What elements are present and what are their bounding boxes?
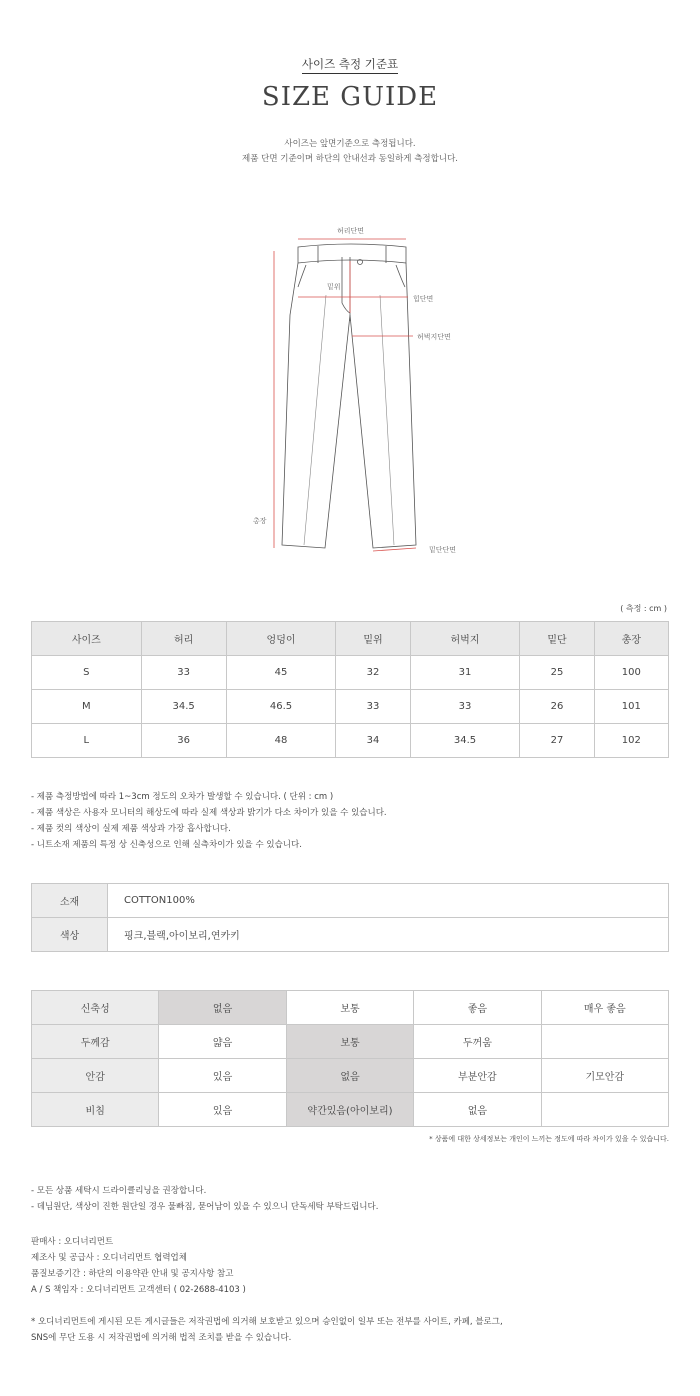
note-line: - 니트소재 제품의 특정 상 신축성으로 인해 실측차이가 있을 수 있습니다.	[31, 840, 302, 850]
copyright-line: SNS에 무단 도용 시 저작권법에 의거해 법적 조치를 받을 수 있습니다.	[31, 1333, 292, 1343]
intro-line-1: 사이즈는 앞면기준으로 측정됩니다.	[284, 139, 416, 149]
label-length: 총장	[253, 517, 267, 525]
feel-cell: 보통	[286, 991, 413, 1025]
table-row	[32, 656, 669, 690]
feel-label-stretch: 신축성	[32, 991, 159, 1025]
color-value: 핑크,블랙,아이보리,연카키	[108, 918, 669, 952]
feel-cell: 얇음	[159, 1025, 286, 1059]
pants-outline-shape	[282, 263, 416, 548]
table-row	[32, 690, 669, 724]
label-thigh: 허벅지단면	[417, 333, 451, 341]
feel-cell: 없음	[286, 1059, 413, 1093]
feel-cell: 부분안감	[414, 1059, 541, 1093]
col-hem: 밑단	[520, 622, 594, 656]
table-cell: 33	[410, 690, 520, 724]
table-row	[32, 1093, 669, 1127]
table-cell: 101	[594, 690, 668, 724]
feel-cell: 두꺼움	[414, 1025, 541, 1059]
feel-cell: 없음	[159, 991, 286, 1025]
fly-curve-shape	[342, 257, 350, 313]
table-cell: 25	[520, 656, 594, 690]
waistband-shape	[298, 244, 406, 263]
feel-cell: 기모안감	[541, 1059, 668, 1093]
table-cell: 45	[226, 656, 336, 690]
table-cell: 33	[141, 656, 226, 690]
table-cell: S	[32, 656, 142, 690]
col-size: 사이즈	[32, 622, 142, 656]
feel-cell	[541, 1093, 668, 1127]
feel-table	[31, 990, 669, 1127]
material-value: COTTON100%	[108, 884, 669, 918]
table-cell: 31	[410, 656, 520, 690]
seller-line: 제조사 및 공급사 : 오디너리먼트 협력업체	[31, 1253, 187, 1263]
table-cell: 34.5	[141, 690, 226, 724]
care-line: - 데님원단, 색상이 진한 원단일 경우 물빠짐, 묻어남이 있을 수 있으니 단독세탁 부탁드립니다.	[31, 1202, 379, 1212]
table-cell: 33	[336, 690, 410, 724]
page-title-kr: 사이즈 측정 기준표	[0, 56, 700, 72]
table-row	[32, 991, 669, 1025]
material-label: 소재	[32, 884, 108, 918]
note-line: - 제품 컷의 색상이 실제 제품 색상과 가장 흡사합니다.	[31, 824, 231, 834]
seller-line: 품질보증기간 : 하단의 이용약관 안내 및 공지사항 참고	[31, 1269, 234, 1279]
table-cell: 46.5	[226, 690, 336, 724]
color-label: 색상	[32, 918, 108, 952]
hem-guide-line	[373, 548, 416, 551]
feel-cell: 약간있음(아이보리)	[286, 1093, 413, 1127]
table-cell: M	[32, 690, 142, 724]
col-hip: 엉덩이	[226, 622, 336, 656]
crease-shape	[304, 295, 394, 545]
table-cell: 27	[520, 724, 594, 758]
col-length: 총장	[594, 622, 668, 656]
care-line: - 모든 상품 세탁시 드라이클리닝을 권장합니다.	[31, 1186, 207, 1196]
label-rise: 밑위	[327, 283, 341, 291]
size-table	[31, 621, 669, 758]
table-cell: 100	[594, 656, 668, 690]
feel-cell: 없음	[414, 1093, 541, 1127]
feel-cell: 보통	[286, 1025, 413, 1059]
feel-label-sheer: 비침	[32, 1093, 159, 1127]
label-waist: 허리단면	[337, 227, 365, 235]
unit-note: ( 측정 : cm )	[620, 604, 667, 613]
feel-cell	[541, 1025, 668, 1059]
care-block	[31, 1183, 378, 1215]
note-line: - 제품 색상은 사용자 모니터의 해상도에 따라 실제 색상과 밝기가 다소 차이가 있을 수 있습니다.	[31, 808, 387, 818]
pocket-right-shape	[396, 265, 405, 287]
material-table	[31, 883, 669, 952]
pants-diagram	[0, 215, 700, 565]
table-row	[32, 918, 669, 952]
col-rise: 밑위	[336, 622, 410, 656]
feel-note: * 상품에 대한 상세정보는 개인이 느끼는 정도에 따라 차이가 있을 수 있습니다.	[429, 1135, 669, 1143]
table-row	[32, 1059, 669, 1093]
table-row	[32, 724, 669, 758]
table-cell: 34.5	[410, 724, 520, 758]
copyright-block	[31, 1314, 503, 1346]
col-thigh: 허벅지	[410, 622, 520, 656]
size-table-header	[32, 622, 669, 656]
feel-cell: 매우 좋음	[541, 991, 668, 1025]
seller-block	[31, 1234, 246, 1298]
copyright-line: * 오디너리먼트에 게시된 모든 게시글들은 저작권법에 의거해 보호받고 있으며 승인없이 일부 또는 전부를 사이트, 카페, 블로그,	[31, 1317, 503, 1327]
label-hip: 힙단면	[413, 295, 434, 303]
feel-label-lining: 안감	[32, 1059, 159, 1093]
notes-block	[31, 789, 387, 853]
label-hem: 밑단단면	[429, 546, 457, 554]
table-cell: L	[32, 724, 142, 758]
page-title-en: SIZE GUIDE	[261, 82, 439, 112]
table-row	[32, 1025, 669, 1059]
feel-label-thickness: 두께감	[32, 1025, 159, 1059]
table-cell: 26	[520, 690, 594, 724]
table-cell: 48	[226, 724, 336, 758]
seller-line: 판매사 : 오디너리먼트	[31, 1237, 114, 1247]
col-waist: 허리	[141, 622, 226, 656]
intro-line-2: 제품 단면 기준이며 하단의 안내선과 동일하게 측정합니다.	[242, 154, 458, 164]
table-cell: 102	[594, 724, 668, 758]
table-cell: 34	[336, 724, 410, 758]
feel-cell: 좋음	[414, 991, 541, 1025]
table-cell: 36	[141, 724, 226, 758]
table-cell: 32	[336, 656, 410, 690]
feel-cell: 있음	[159, 1059, 286, 1093]
table-row	[32, 884, 669, 918]
note-line: - 제품 측정방법에 따라 1~3cm 정도의 오차가 발생할 수 있습니다. ( 단위 : cm )	[31, 792, 334, 802]
pocket-left-shape	[298, 265, 306, 287]
feel-cell: 있음	[159, 1093, 286, 1127]
seller-line: A / S 책임자 : 오디너리먼트 고객센터 ( 02-2688-4103 )	[31, 1285, 246, 1295]
